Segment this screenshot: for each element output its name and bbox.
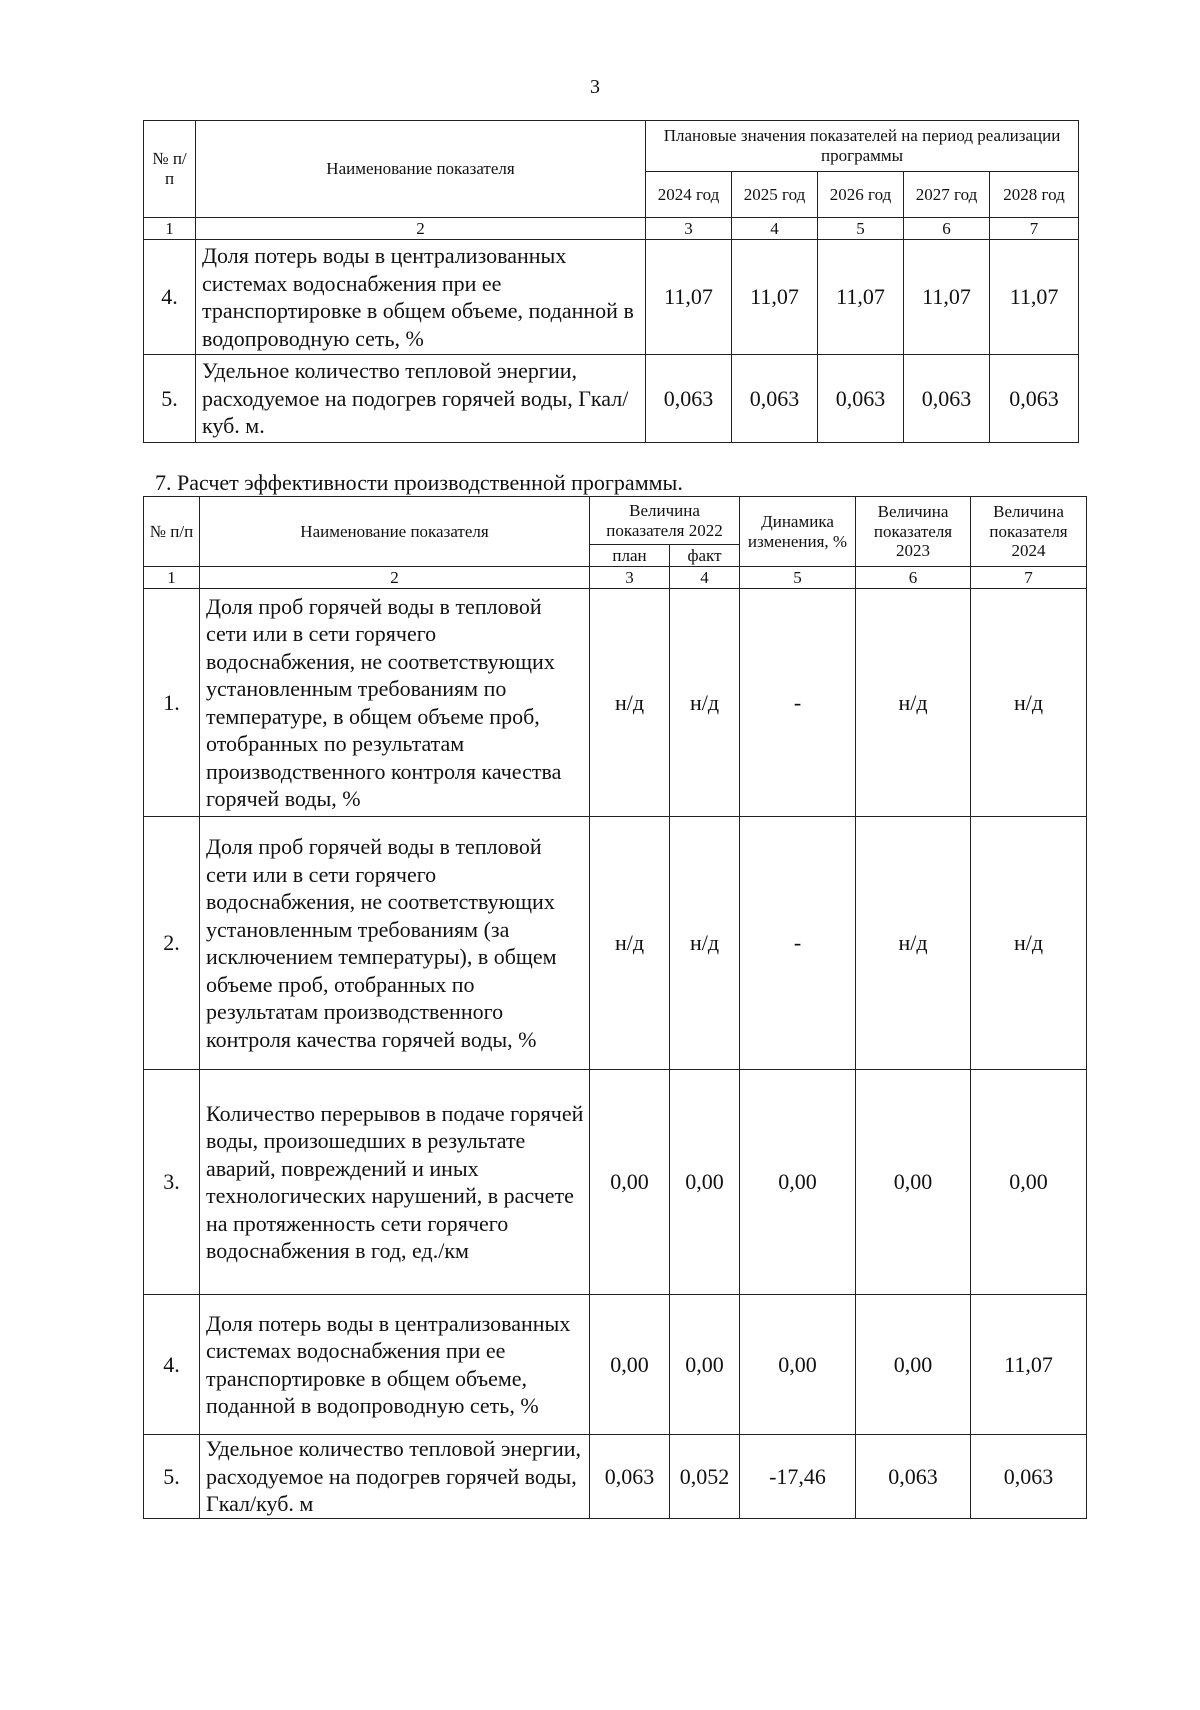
header-year: 2028 год xyxy=(990,172,1079,218)
column-number: 5 xyxy=(740,567,856,589)
value-2023-cell: 0,00 xyxy=(856,1070,971,1295)
column-number: 2 xyxy=(196,218,646,240)
column-number: 4 xyxy=(732,218,818,240)
value-2023-cell: 0,00 xyxy=(856,1295,971,1435)
row-number: 5. xyxy=(144,1435,200,1519)
table-row xyxy=(144,817,1087,1070)
fact-cell: 0,052 xyxy=(670,1435,740,1519)
fact-cell: н/д xyxy=(670,589,740,817)
value-2024-cell: 11,07 xyxy=(971,1295,1087,1435)
header-year: 2026 год xyxy=(818,172,904,218)
value-2024-cell: 0,063 xyxy=(971,1435,1087,1519)
column-number: 6 xyxy=(904,218,990,240)
header-value-2022: Величина показателя 2022 xyxy=(590,497,740,545)
header-no: № п/п xyxy=(144,497,200,567)
value-2023-cell: н/д xyxy=(856,817,971,1070)
value-cell: 0,063 xyxy=(732,355,818,443)
table-row xyxy=(144,240,1079,355)
value-2024-cell: 0,00 xyxy=(971,1070,1087,1295)
value-cell: 0,063 xyxy=(990,355,1079,443)
plan-cell: 0,00 xyxy=(590,1070,670,1295)
header-year: 2024 год xyxy=(646,172,732,218)
column-number: 7 xyxy=(971,567,1087,589)
header-value-2024: Величина показателя 2024 xyxy=(971,497,1087,567)
indicator-name: Доля проб горячей воды в тепловой сети или в сети горячего водоснабжения, не соответствующих установленным требованиям по температуре, в общем объеме проб, отобранных по результатам производственного контроля качества горячей воды, % xyxy=(200,589,590,817)
fact-cell: н/д xyxy=(670,817,740,1070)
plan-cell: 0,063 xyxy=(590,1435,670,1519)
dynamics-cell: - xyxy=(740,817,856,1070)
column-number: 5 xyxy=(818,218,904,240)
header-value-2023: Величина показателя 2023 xyxy=(856,497,971,567)
indicator-name: Количество перерывов в подаче горячей воды, произошедших в результате аварий, повреждений и иных технологических нарушений, в расчете на протяженность сети горячего водоснабжения в год, ед./км xyxy=(200,1070,590,1295)
indicator-name: Доля потерь воды в централизованных системах водоснабжения при ее транспортировке в общем объеме, поданной в водопроводную сеть, % xyxy=(196,240,646,355)
value-2024-cell: н/д xyxy=(971,589,1087,817)
value-2023-cell: н/д xyxy=(856,589,971,817)
header-plan: план xyxy=(590,545,670,567)
plan-cell: н/д xyxy=(590,589,670,817)
column-number: 1 xyxy=(144,567,200,589)
row-number: 1. xyxy=(144,589,200,817)
row-number: 5. xyxy=(144,355,196,443)
efficiency-table xyxy=(143,496,1087,1519)
indicator-name: Доля потерь воды в централизованных системах водоснабжения при ее транспортировке в общем объеме, поданной в водопроводную сеть, % xyxy=(200,1295,590,1435)
row-number: 4. xyxy=(144,1295,200,1435)
table-row xyxy=(144,1070,1087,1295)
header-year: 2027 год xyxy=(904,172,990,218)
column-number: 1 xyxy=(144,218,196,240)
table-row xyxy=(144,1435,1087,1519)
column-number: 6 xyxy=(856,567,971,589)
row-number: 2. xyxy=(144,817,200,1070)
dynamics-cell: - xyxy=(740,589,856,817)
indicator-name: Удельное количество тепловой энергии, расходуемое на подогрев горячей воды, Гкал/куб. м xyxy=(200,1435,590,1519)
value-cell: 11,07 xyxy=(904,240,990,355)
plan-cell: 0,00 xyxy=(590,1295,670,1435)
header-fact: факт xyxy=(670,545,740,567)
value-cell: 11,07 xyxy=(732,240,818,355)
value-cell: 0,063 xyxy=(818,355,904,443)
fact-cell: 0,00 xyxy=(670,1295,740,1435)
dynamics-cell: 0,00 xyxy=(740,1295,856,1435)
dynamics-cell: 0,00 xyxy=(740,1070,856,1295)
row-number: 4. xyxy=(144,240,196,355)
value-cell: 0,063 xyxy=(646,355,732,443)
value-2023-cell: 0,063 xyxy=(856,1435,971,1519)
header-name: Наименование показателя xyxy=(200,497,590,567)
column-number: 3 xyxy=(590,567,670,589)
value-cell: 11,07 xyxy=(646,240,732,355)
indicator-name: Удельное количество тепловой энергии, расходуемое на подогрев горячей воды, Гкал/куб. м. xyxy=(196,355,646,443)
planned-indicators-table xyxy=(143,120,1079,443)
table-row xyxy=(144,589,1087,817)
dynamics-cell: -17,46 xyxy=(740,1435,856,1519)
row-number: 3. xyxy=(144,1070,200,1295)
section-title: 7. Расчет эффективности производственной программы. xyxy=(155,470,683,495)
table-row xyxy=(144,355,1079,443)
header-name: Наименование показателя xyxy=(196,121,646,218)
value-cell: 11,07 xyxy=(818,240,904,355)
header-no: № п/п xyxy=(144,121,196,218)
header-year: 2025 год xyxy=(732,172,818,218)
value-cell: 0,063 xyxy=(904,355,990,443)
page-number: 3 xyxy=(590,76,600,98)
fact-cell: 0,00 xyxy=(670,1070,740,1295)
column-number: 2 xyxy=(200,567,590,589)
header-planned-values: Плановые значения показателей на период реализации программы xyxy=(646,121,1079,172)
column-number: 4 xyxy=(670,567,740,589)
table-row xyxy=(144,1295,1087,1435)
value-cell: 11,07 xyxy=(990,240,1079,355)
header-dynamics: Динамика изменения, % xyxy=(740,497,856,567)
plan-cell: н/д xyxy=(590,817,670,1070)
column-number: 7 xyxy=(990,218,1079,240)
column-number: 3 xyxy=(646,218,732,240)
indicator-name: Доля проб горячей воды в тепловой сети или в сети горячего водоснабжения, не соответствующих установленным требованиям (за исключением температуры), в общем объеме проб, отобранных по результатам производственного контроля качества горячей воды, % xyxy=(200,817,590,1070)
value-2024-cell: н/д xyxy=(971,817,1087,1070)
